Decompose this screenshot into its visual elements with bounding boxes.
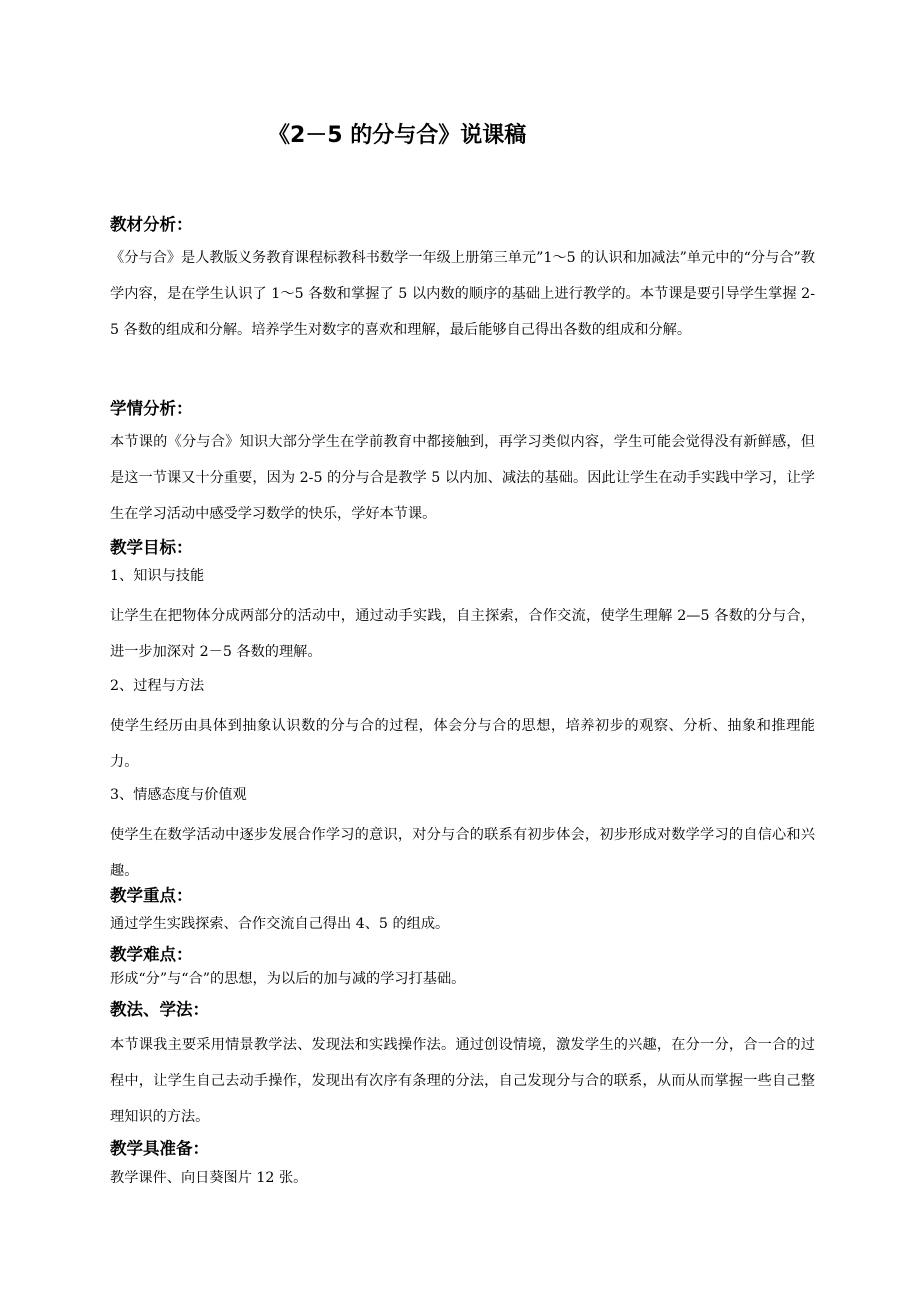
materials-text: 教学课件、向日葵图片 12 张。: [110, 1170, 308, 1186]
difficult-points-text: 形成“分”与“合”的思想，为以后的加与减的学习打基础。: [110, 971, 466, 987]
objective-label-knowledge-skills: 1、知识与技能: [110, 568, 205, 584]
objective-text-knowledge-skills: 让学生在把物体分成两部分的活动中，通过动手实践，自主探索，合作交流，使学生理解 2—5 各数的分与合，进一步加深对 2－5 各数的理解。: [110, 608, 815, 660]
objective-label-process-method: 2、过程与方法: [110, 678, 205, 694]
section-heading-student-analysis: 学情分析：: [110, 399, 193, 418]
objective-text-emotion-values: 使学生在数学活动中逐步发展合作学习的意识，对分与合的联系有初步体会，初步形成对数学学习的自信心和兴趣。: [110, 827, 815, 879]
teaching-methods-paragraph: 本节课我主要采用情景教学法、发现法和实践操作法。通过创设情境，激发学生的兴趣，在分一分，合一合的过程中，让学生自己去动手操作，发现出有次序有条理的分法，自己发现分与合的联系，从而从而掌握一些自己整理知识的方法。: [110, 1037, 815, 1125]
section-heading-teaching-methods: 教法、学法：: [110, 1000, 209, 1019]
section-heading-difficult-points: 教学难点：: [110, 945, 193, 964]
section-heading-key-points: 教学重点：: [110, 886, 193, 905]
key-points-text: 通过学生实践探索、合作交流自己得出 4、5 的组成。: [110, 916, 450, 932]
textbook-analysis-paragraph: 《分与合》是人教版义务教育课程标教科书数学一年级上册第三单元”1～5 的认识和加减法”单元中的“分与合”教学内容，是在学生认识了 1～5 各数和掌握了 5 以内数的顺序的基础上进行教学的。本节课是要引导学生掌握 2-5 各数的组成和分解。培养学生对数字的喜欢和理解，最后能够自己得出各数的组成和分解。: [110, 250, 815, 338]
section-heading-materials: 教学具准备：: [110, 1139, 209, 1158]
section-heading-teaching-objectives: 教学目标：: [110, 538, 193, 557]
page-title: 《2－5 的分与合》说课稿: [268, 123, 527, 148]
student-analysis-paragraph: 本节课的《分与合》知识大部分学生在学前教育中都接触到，再学习类似内容，学生可能会觉得没有新鲜感，但是这一节课又十分重要，因为 2-5 的分与合是教学 5 以内加、减法的基础。因此让学生在动手实践中学习，让学生在学习活动中感受学习数学的快乐，学好本节课。: [110, 434, 815, 522]
section-heading-textbook-analysis: 教材分析：: [110, 215, 193, 234]
objective-label-emotion-values: 3、情感态度与价值观: [110, 787, 247, 803]
objective-text-process-method: 使学生经历由具体到抽象认识数的分与合的过程，体会分与合的思想，培养初步的观察、分析、抽象和推理能力。: [110, 718, 815, 770]
